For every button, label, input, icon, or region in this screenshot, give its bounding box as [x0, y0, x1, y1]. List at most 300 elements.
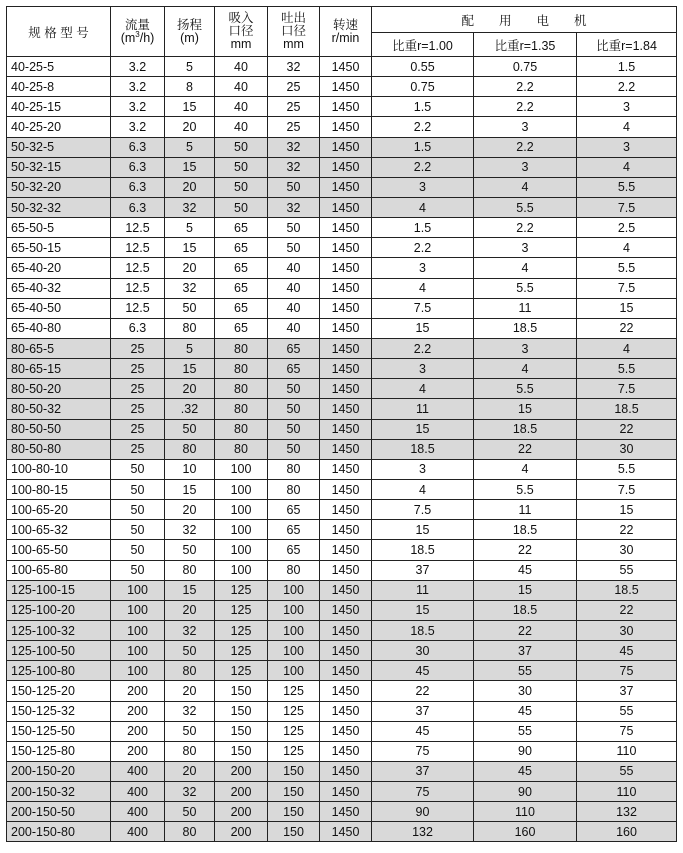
table-row	[7, 258, 677, 278]
cell-model: 150-125-32	[7, 701, 111, 721]
header-flow-unit: $(m^3/h)$	[120, 29, 155, 45]
cell-power-sg2: 5.5	[474, 479, 577, 499]
cell-power-sg2: 4	[474, 459, 577, 479]
cell-flow: 25	[111, 359, 165, 379]
table-row	[7, 399, 677, 419]
cell-head: 32	[165, 197, 215, 217]
cell-power-sg1: 30	[372, 641, 474, 661]
cell-power-sg2: 55	[474, 661, 577, 681]
cell-speed: 1450	[320, 77, 372, 97]
cell-speed: 1450	[320, 197, 372, 217]
cell-flow: 100	[111, 620, 165, 640]
header-inlet-unit: mm	[230, 37, 252, 51]
table-row	[7, 641, 677, 661]
cell-power-sg3: 4	[577, 338, 677, 358]
cell-model: 40-25-15	[7, 97, 111, 117]
table-row	[7, 197, 677, 217]
cell-speed: 1450	[320, 782, 372, 802]
header-head	[165, 7, 215, 57]
cell-flow: 12.5	[111, 278, 165, 298]
cell-head: 80	[165, 318, 215, 338]
cell-inlet: 80	[215, 439, 268, 459]
cell-head: 5	[165, 218, 215, 238]
cell-inlet: 100	[215, 459, 268, 479]
cell-flow: 6.3	[111, 157, 165, 177]
table-row	[7, 822, 677, 842]
header-sg1: 比重r=1.00	[372, 33, 474, 57]
cell-outlet: 125	[268, 681, 320, 701]
cell-power-sg1: 1.5	[372, 218, 474, 238]
cell-inlet: 100	[215, 479, 268, 499]
header-flow-label: 流量	[124, 17, 150, 32]
cell-power-sg3: 7.5	[577, 479, 677, 499]
cell-inlet: 100	[215, 500, 268, 520]
cell-power-sg1: 22	[372, 681, 474, 701]
cell-power-sg2: 15	[474, 399, 577, 419]
cell-outlet: 65	[268, 520, 320, 540]
cell-power-sg3: 22	[577, 600, 677, 620]
cell-outlet: 50	[268, 419, 320, 439]
cell-speed: 1450	[320, 97, 372, 117]
cell-power-sg1: 132	[372, 822, 474, 842]
header-sg2: 比重r=1.35	[474, 33, 577, 57]
table-row	[7, 359, 677, 379]
cell-power-sg2: 18.5	[474, 520, 577, 540]
cell-speed: 1450	[320, 681, 372, 701]
table-row	[7, 661, 677, 681]
cell-power-sg2: 30	[474, 681, 577, 701]
cell-inlet: 150	[215, 721, 268, 741]
cell-head: 15	[165, 238, 215, 258]
cell-speed: 1450	[320, 137, 372, 157]
cell-outlet: 50	[268, 177, 320, 197]
cell-speed: 1450	[320, 701, 372, 721]
cell-inlet: 125	[215, 580, 268, 600]
table-row	[7, 620, 677, 640]
cell-power-sg2: 90	[474, 782, 577, 802]
cell-outlet: 150	[268, 761, 320, 781]
cell-power-sg2: 37	[474, 641, 577, 661]
table-row	[7, 419, 677, 439]
cell-power-sg3: 55	[577, 701, 677, 721]
header-model	[7, 7, 111, 57]
cell-power-sg3: 3	[577, 137, 677, 157]
cell-power-sg1: 15	[372, 520, 474, 540]
table-row	[7, 157, 677, 177]
cell-head: 20	[165, 258, 215, 278]
cell-model: 100-65-50	[7, 540, 111, 560]
cell-head: 32	[165, 701, 215, 721]
cell-inlet: 150	[215, 701, 268, 721]
header-outlet	[268, 7, 320, 57]
cell-speed: 1450	[320, 379, 372, 399]
cell-head: 50	[165, 298, 215, 318]
cell-head: 50	[165, 802, 215, 822]
cell-power-sg3: 37	[577, 681, 677, 701]
cell-flow: 50	[111, 520, 165, 540]
cell-power-sg2: 2.2	[474, 218, 577, 238]
cell-speed: 1450	[320, 761, 372, 781]
cell-inlet: 100	[215, 560, 268, 580]
cell-head: 80	[165, 822, 215, 842]
cell-speed: 1450	[320, 419, 372, 439]
cell-power-sg1: 0.55	[372, 57, 474, 77]
cell-outlet: 80	[268, 560, 320, 580]
cell-power-sg3: 7.5	[577, 278, 677, 298]
header-sg3: 比重r=1.84	[577, 33, 677, 57]
cell-power-sg2: 4	[474, 258, 577, 278]
cell-speed: 1450	[320, 238, 372, 258]
cell-power-sg3: 22	[577, 419, 677, 439]
cell-flow: 400	[111, 802, 165, 822]
cell-outlet: 150	[268, 782, 320, 802]
header-head-label: 扬程	[176, 17, 202, 32]
cell-speed: 1450	[320, 278, 372, 298]
cell-inlet: 125	[215, 641, 268, 661]
cell-speed: 1450	[320, 600, 372, 620]
cell-power-sg2: 18.5	[474, 318, 577, 338]
cell-outlet: 150	[268, 822, 320, 842]
table-row	[7, 177, 677, 197]
cell-power-sg2: 15	[474, 580, 577, 600]
header-speed-label: 转速	[332, 17, 358, 32]
cell-outlet: 40	[268, 258, 320, 278]
cell-power-sg3: 75	[577, 721, 677, 741]
cell-power-sg3: 55	[577, 560, 677, 580]
cell-outlet: 50	[268, 238, 320, 258]
cell-model: 40-25-8	[7, 77, 111, 97]
cell-speed: 1450	[320, 157, 372, 177]
cell-head: 20	[165, 761, 215, 781]
cell-power-sg2: 90	[474, 741, 577, 761]
header-motor-group-label: 配 用 电 机	[461, 13, 587, 28]
cell-inlet: 125	[215, 620, 268, 640]
table-row	[7, 459, 677, 479]
cell-inlet: 80	[215, 379, 268, 399]
cell-flow: 100	[111, 600, 165, 620]
cell-outlet: 40	[268, 318, 320, 338]
cell-flow: 200	[111, 701, 165, 721]
table-row	[7, 560, 677, 580]
cell-model: 125-100-20	[7, 600, 111, 620]
cell-model: 50-32-32	[7, 197, 111, 217]
cell-flow: 50	[111, 560, 165, 580]
cell-model: 80-65-15	[7, 359, 111, 379]
cell-power-sg1: 4	[372, 278, 474, 298]
cell-speed: 1450	[320, 802, 372, 822]
cell-inlet: 200	[215, 822, 268, 842]
cell-model: 80-50-80	[7, 439, 111, 459]
cell-power-sg1: 4	[372, 379, 474, 399]
cell-head: 5	[165, 57, 215, 77]
cell-inlet: 65	[215, 298, 268, 318]
cell-outlet: 25	[268, 77, 320, 97]
cell-power-sg3: 1.5	[577, 57, 677, 77]
cell-power-sg1: 11	[372, 580, 474, 600]
cell-power-sg1: 1.5	[372, 137, 474, 157]
header-speed-unit: r/min	[331, 30, 360, 45]
cell-head: 32	[165, 620, 215, 640]
cell-power-sg3: 110	[577, 782, 677, 802]
cell-power-sg1: 4	[372, 197, 474, 217]
cell-power-sg1: 37	[372, 560, 474, 580]
cell-power-sg1: 3	[372, 177, 474, 197]
cell-model: 200-150-50	[7, 802, 111, 822]
pump-spec-table	[6, 6, 677, 842]
cell-model: 125-100-15	[7, 580, 111, 600]
cell-outlet: 100	[268, 620, 320, 640]
cell-flow: 100	[111, 641, 165, 661]
cell-speed: 1450	[320, 298, 372, 318]
cell-outlet: 100	[268, 661, 320, 681]
cell-head: 50	[165, 721, 215, 741]
cell-inlet: 40	[215, 97, 268, 117]
cell-outlet: 50	[268, 439, 320, 459]
cell-model: 80-50-50	[7, 419, 111, 439]
cell-power-sg1: 45	[372, 721, 474, 741]
cell-outlet: 65	[268, 338, 320, 358]
cell-inlet: 40	[215, 77, 268, 97]
cell-head: 15	[165, 479, 215, 499]
cell-power-sg1: 18.5	[372, 439, 474, 459]
table-header	[7, 7, 677, 57]
table-row	[7, 580, 677, 600]
cell-power-sg1: 4	[372, 479, 474, 499]
cell-speed: 1450	[320, 500, 372, 520]
cell-inlet: 125	[215, 661, 268, 681]
table-row	[7, 218, 677, 238]
cell-inlet: 80	[215, 419, 268, 439]
cell-power-sg2: 2.2	[474, 97, 577, 117]
cell-power-sg1: 2.2	[372, 157, 474, 177]
table-row	[7, 741, 677, 761]
header-inlet-label2: 口径	[228, 24, 254, 38]
cell-flow: 100	[111, 661, 165, 681]
cell-speed: 1450	[320, 479, 372, 499]
cell-outlet: 150	[268, 802, 320, 822]
cell-flow: 200	[111, 721, 165, 741]
cell-head: 50	[165, 540, 215, 560]
cell-model: 50-32-20	[7, 177, 111, 197]
cell-flow: 200	[111, 741, 165, 761]
cell-power-sg2: 110	[474, 802, 577, 822]
cell-power-sg3: 4	[577, 117, 677, 137]
cell-power-sg2: 3	[474, 157, 577, 177]
cell-head: .32	[165, 399, 215, 419]
cell-power-sg3: 5.5	[577, 177, 677, 197]
cell-speed: 1450	[320, 721, 372, 741]
cell-power-sg3: 30	[577, 439, 677, 459]
cell-power-sg1: 2.2	[372, 117, 474, 137]
cell-power-sg1: 2.2	[372, 338, 474, 358]
cell-speed: 1450	[320, 117, 372, 137]
cell-flow: 50	[111, 500, 165, 520]
cell-model: 65-40-50	[7, 298, 111, 318]
cell-model: 80-65-5	[7, 338, 111, 358]
cell-model: 100-80-10	[7, 459, 111, 479]
cell-speed: 1450	[320, 520, 372, 540]
cell-flow: 50	[111, 459, 165, 479]
cell-outlet: 50	[268, 218, 320, 238]
cell-power-sg1: 37	[372, 701, 474, 721]
cell-model: 100-65-32	[7, 520, 111, 540]
cell-flow: 50	[111, 479, 165, 499]
cell-head: 15	[165, 157, 215, 177]
cell-head: 80	[165, 439, 215, 459]
cell-inlet: 50	[215, 197, 268, 217]
cell-power-sg3: 110	[577, 741, 677, 761]
table-row	[7, 782, 677, 802]
cell-inlet: 80	[215, 399, 268, 419]
cell-outlet: 80	[268, 459, 320, 479]
table-row	[7, 238, 677, 258]
cell-outlet: 100	[268, 580, 320, 600]
cell-power-sg1: 15	[372, 419, 474, 439]
cell-model: 50-32-15	[7, 157, 111, 177]
cell-flow: 25	[111, 419, 165, 439]
cell-power-sg2: 160	[474, 822, 577, 842]
cell-speed: 1450	[320, 177, 372, 197]
cell-flow: 3.2	[111, 117, 165, 137]
cell-inlet: 40	[215, 57, 268, 77]
cell-power-sg2: 5.5	[474, 379, 577, 399]
table-row	[7, 540, 677, 560]
table-row	[7, 439, 677, 459]
cell-power-sg3: 5.5	[577, 359, 677, 379]
cell-power-sg2: 5.5	[474, 197, 577, 217]
cell-outlet: 32	[268, 157, 320, 177]
cell-flow: 25	[111, 338, 165, 358]
cell-power-sg3: 15	[577, 500, 677, 520]
cell-power-sg3: 15	[577, 298, 677, 318]
table-row	[7, 721, 677, 741]
cell-model: 125-100-80	[7, 661, 111, 681]
cell-power-sg2: 45	[474, 761, 577, 781]
cell-inlet: 40	[215, 117, 268, 137]
cell-flow: 3.2	[111, 97, 165, 117]
cell-model: 100-80-15	[7, 479, 111, 499]
cell-power-sg2: 3	[474, 338, 577, 358]
table-row	[7, 57, 677, 77]
cell-outlet: 65	[268, 540, 320, 560]
cell-power-sg1: 3	[372, 459, 474, 479]
cell-head: 20	[165, 600, 215, 620]
cell-power-sg2: 45	[474, 701, 577, 721]
cell-head: 8	[165, 77, 215, 97]
cell-power-sg1: 18.5	[372, 540, 474, 560]
cell-model: 65-40-80	[7, 318, 111, 338]
cell-outlet: 125	[268, 741, 320, 761]
cell-flow: 3.2	[111, 57, 165, 77]
cell-head: 5	[165, 137, 215, 157]
cell-outlet: 32	[268, 137, 320, 157]
cell-head: 15	[165, 580, 215, 600]
cell-power-sg3: 5.5	[577, 258, 677, 278]
cell-head: 10	[165, 459, 215, 479]
cell-head: 15	[165, 359, 215, 379]
cell-flow: 25	[111, 379, 165, 399]
table-row	[7, 681, 677, 701]
cell-power-sg1: 11	[372, 399, 474, 419]
cell-head: 50	[165, 641, 215, 661]
pump-spec-table-container	[6, 6, 677, 842]
cell-power-sg2: 4	[474, 359, 577, 379]
cell-speed: 1450	[320, 439, 372, 459]
cell-speed: 1450	[320, 620, 372, 640]
cell-model: 40-25-5	[7, 57, 111, 77]
cell-flow: 6.3	[111, 137, 165, 157]
cell-model: 100-65-20	[7, 500, 111, 520]
table-row	[7, 77, 677, 97]
cell-model: 65-40-20	[7, 258, 111, 278]
table-row	[7, 298, 677, 318]
cell-flow: 12.5	[111, 258, 165, 278]
cell-power-sg2: 18.5	[474, 600, 577, 620]
cell-power-sg2: 22	[474, 540, 577, 560]
cell-power-sg3: 45	[577, 641, 677, 661]
cell-power-sg2: 55	[474, 721, 577, 741]
cell-outlet: 100	[268, 600, 320, 620]
cell-head: 20	[165, 379, 215, 399]
cell-speed: 1450	[320, 399, 372, 419]
cell-power-sg2: 5.5	[474, 278, 577, 298]
cell-head: 32	[165, 782, 215, 802]
table-row	[7, 479, 677, 499]
cell-power-sg3: 2.5	[577, 218, 677, 238]
cell-outlet: 125	[268, 721, 320, 741]
cell-flow: 6.3	[111, 177, 165, 197]
cell-model: 150-125-20	[7, 681, 111, 701]
cell-model: 65-50-15	[7, 238, 111, 258]
cell-power-sg1: 1.5	[372, 97, 474, 117]
cell-inlet: 100	[215, 520, 268, 540]
table-row	[7, 600, 677, 620]
cell-flow: 6.3	[111, 318, 165, 338]
table-row	[7, 379, 677, 399]
cell-head: 20	[165, 117, 215, 137]
cell-outlet: 100	[268, 641, 320, 661]
cell-speed: 1450	[320, 459, 372, 479]
cell-outlet: 25	[268, 117, 320, 137]
header-head-unit: (m)	[180, 30, 199, 45]
cell-outlet: 50	[268, 379, 320, 399]
cell-inlet: 50	[215, 157, 268, 177]
cell-model: 65-40-32	[7, 278, 111, 298]
cell-inlet: 150	[215, 741, 268, 761]
cell-inlet: 100	[215, 540, 268, 560]
cell-inlet: 65	[215, 238, 268, 258]
cell-inlet: 50	[215, 137, 268, 157]
table-row	[7, 318, 677, 338]
cell-power-sg2: 45	[474, 560, 577, 580]
cell-outlet: 40	[268, 278, 320, 298]
table-row	[7, 701, 677, 721]
cell-flow: 12.5	[111, 238, 165, 258]
cell-power-sg2: 18.5	[474, 419, 577, 439]
cell-power-sg3: 5.5	[577, 459, 677, 479]
table-row	[7, 117, 677, 137]
cell-power-sg3: 18.5	[577, 399, 677, 419]
cell-speed: 1450	[320, 560, 372, 580]
cell-power-sg1: 37	[372, 761, 474, 781]
cell-power-sg2: 4	[474, 177, 577, 197]
cell-power-sg3: 2.2	[577, 77, 677, 97]
cell-speed: 1450	[320, 359, 372, 379]
cell-speed: 1450	[320, 822, 372, 842]
header-motor-group	[372, 7, 677, 33]
cell-speed: 1450	[320, 741, 372, 761]
cell-flow: 25	[111, 439, 165, 459]
